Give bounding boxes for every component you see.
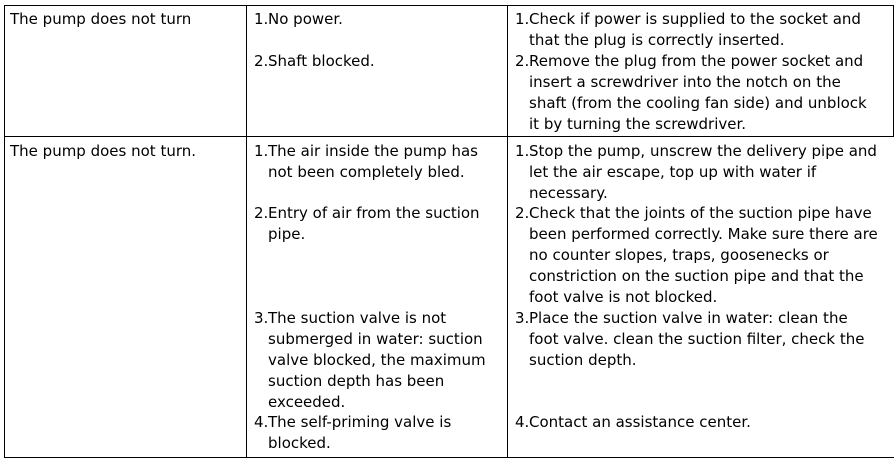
column-divider [507,5,508,457]
remedy-line: necessary. [529,184,608,202]
remedy-line: Place the suction valve in water: clean the [529,309,848,327]
cause-line: blocked. [268,434,331,452]
remedy-line: constriction on the suction pipe and that the [529,267,864,285]
item-number: 4. [254,413,269,431]
table-border-top [4,5,894,6]
item-number: 1. [515,10,530,28]
table-border-right [893,5,894,137]
cause-line: No power. [268,10,343,28]
remedy-line: Remove the plug from the power socket and [529,52,864,70]
item-number: 4. [515,413,530,431]
item-number: 2. [254,204,269,222]
item-number: 2. [254,52,269,70]
remedy-line: Check if power is supplied to the socket and [529,10,861,28]
remedy-line: suction depth. [529,351,637,369]
remedy-line: insert a screwdriver into the notch on the [529,73,841,91]
table-border-bottom [4,457,894,458]
cause-line: Entry of air from the suction [268,204,480,222]
remedy-line: foot valve. clean the suction filter, check the [529,330,865,348]
cause-line: The self-priming valve is [268,413,452,431]
remedy-line: it by turning the screwdriver. [529,115,747,133]
row-divider [4,136,894,137]
item-number: 1. [515,142,530,160]
cause-line: The air inside the pump has [268,142,478,160]
cause-line: not been completely bled. [268,163,465,181]
item-number: 1. [254,142,269,160]
remedy-line: Check that the joints of the suction pipe have [529,204,872,222]
item-number: 3. [254,309,269,327]
column-divider [246,5,247,457]
remedy-line: shaft (from the cooling fan side) and unblock [529,94,867,112]
remedy-line: been performed correctly. Make sure there are [529,225,878,243]
remedy-line: let the air escape, top up with water if [529,163,817,181]
remedy-line: Stop the pump, unscrew the delivery pipe and [529,142,877,160]
remedy-line: foot valve is not blocked. [529,288,718,306]
remedy-line: Contact an assistance center. [529,413,751,431]
item-number: 1. [254,10,269,28]
table-border-left [4,5,5,457]
item-number: 2. [515,204,530,222]
item-number: 2. [515,52,530,70]
cause-line: The suction valve is not [268,309,447,327]
item-number: 3. [515,309,530,327]
remedy-line: no counter slopes, traps, goosenecks or [529,246,829,264]
cause-line: exceeded. [268,393,346,411]
cause-line: suction depth has been [268,372,445,390]
cause-line: valve blocked, the maximum [268,351,486,369]
remedy-line: that the plug is correctly inserted. [529,31,785,49]
cause-line: submerged in water: suction [268,330,483,348]
symptom-cell: The pump does not turn. [10,142,197,160]
cause-line: pipe. [268,225,306,243]
symptom-cell: The pump does not turn [10,10,192,28]
cause-line: Shaft blocked. [268,52,375,70]
